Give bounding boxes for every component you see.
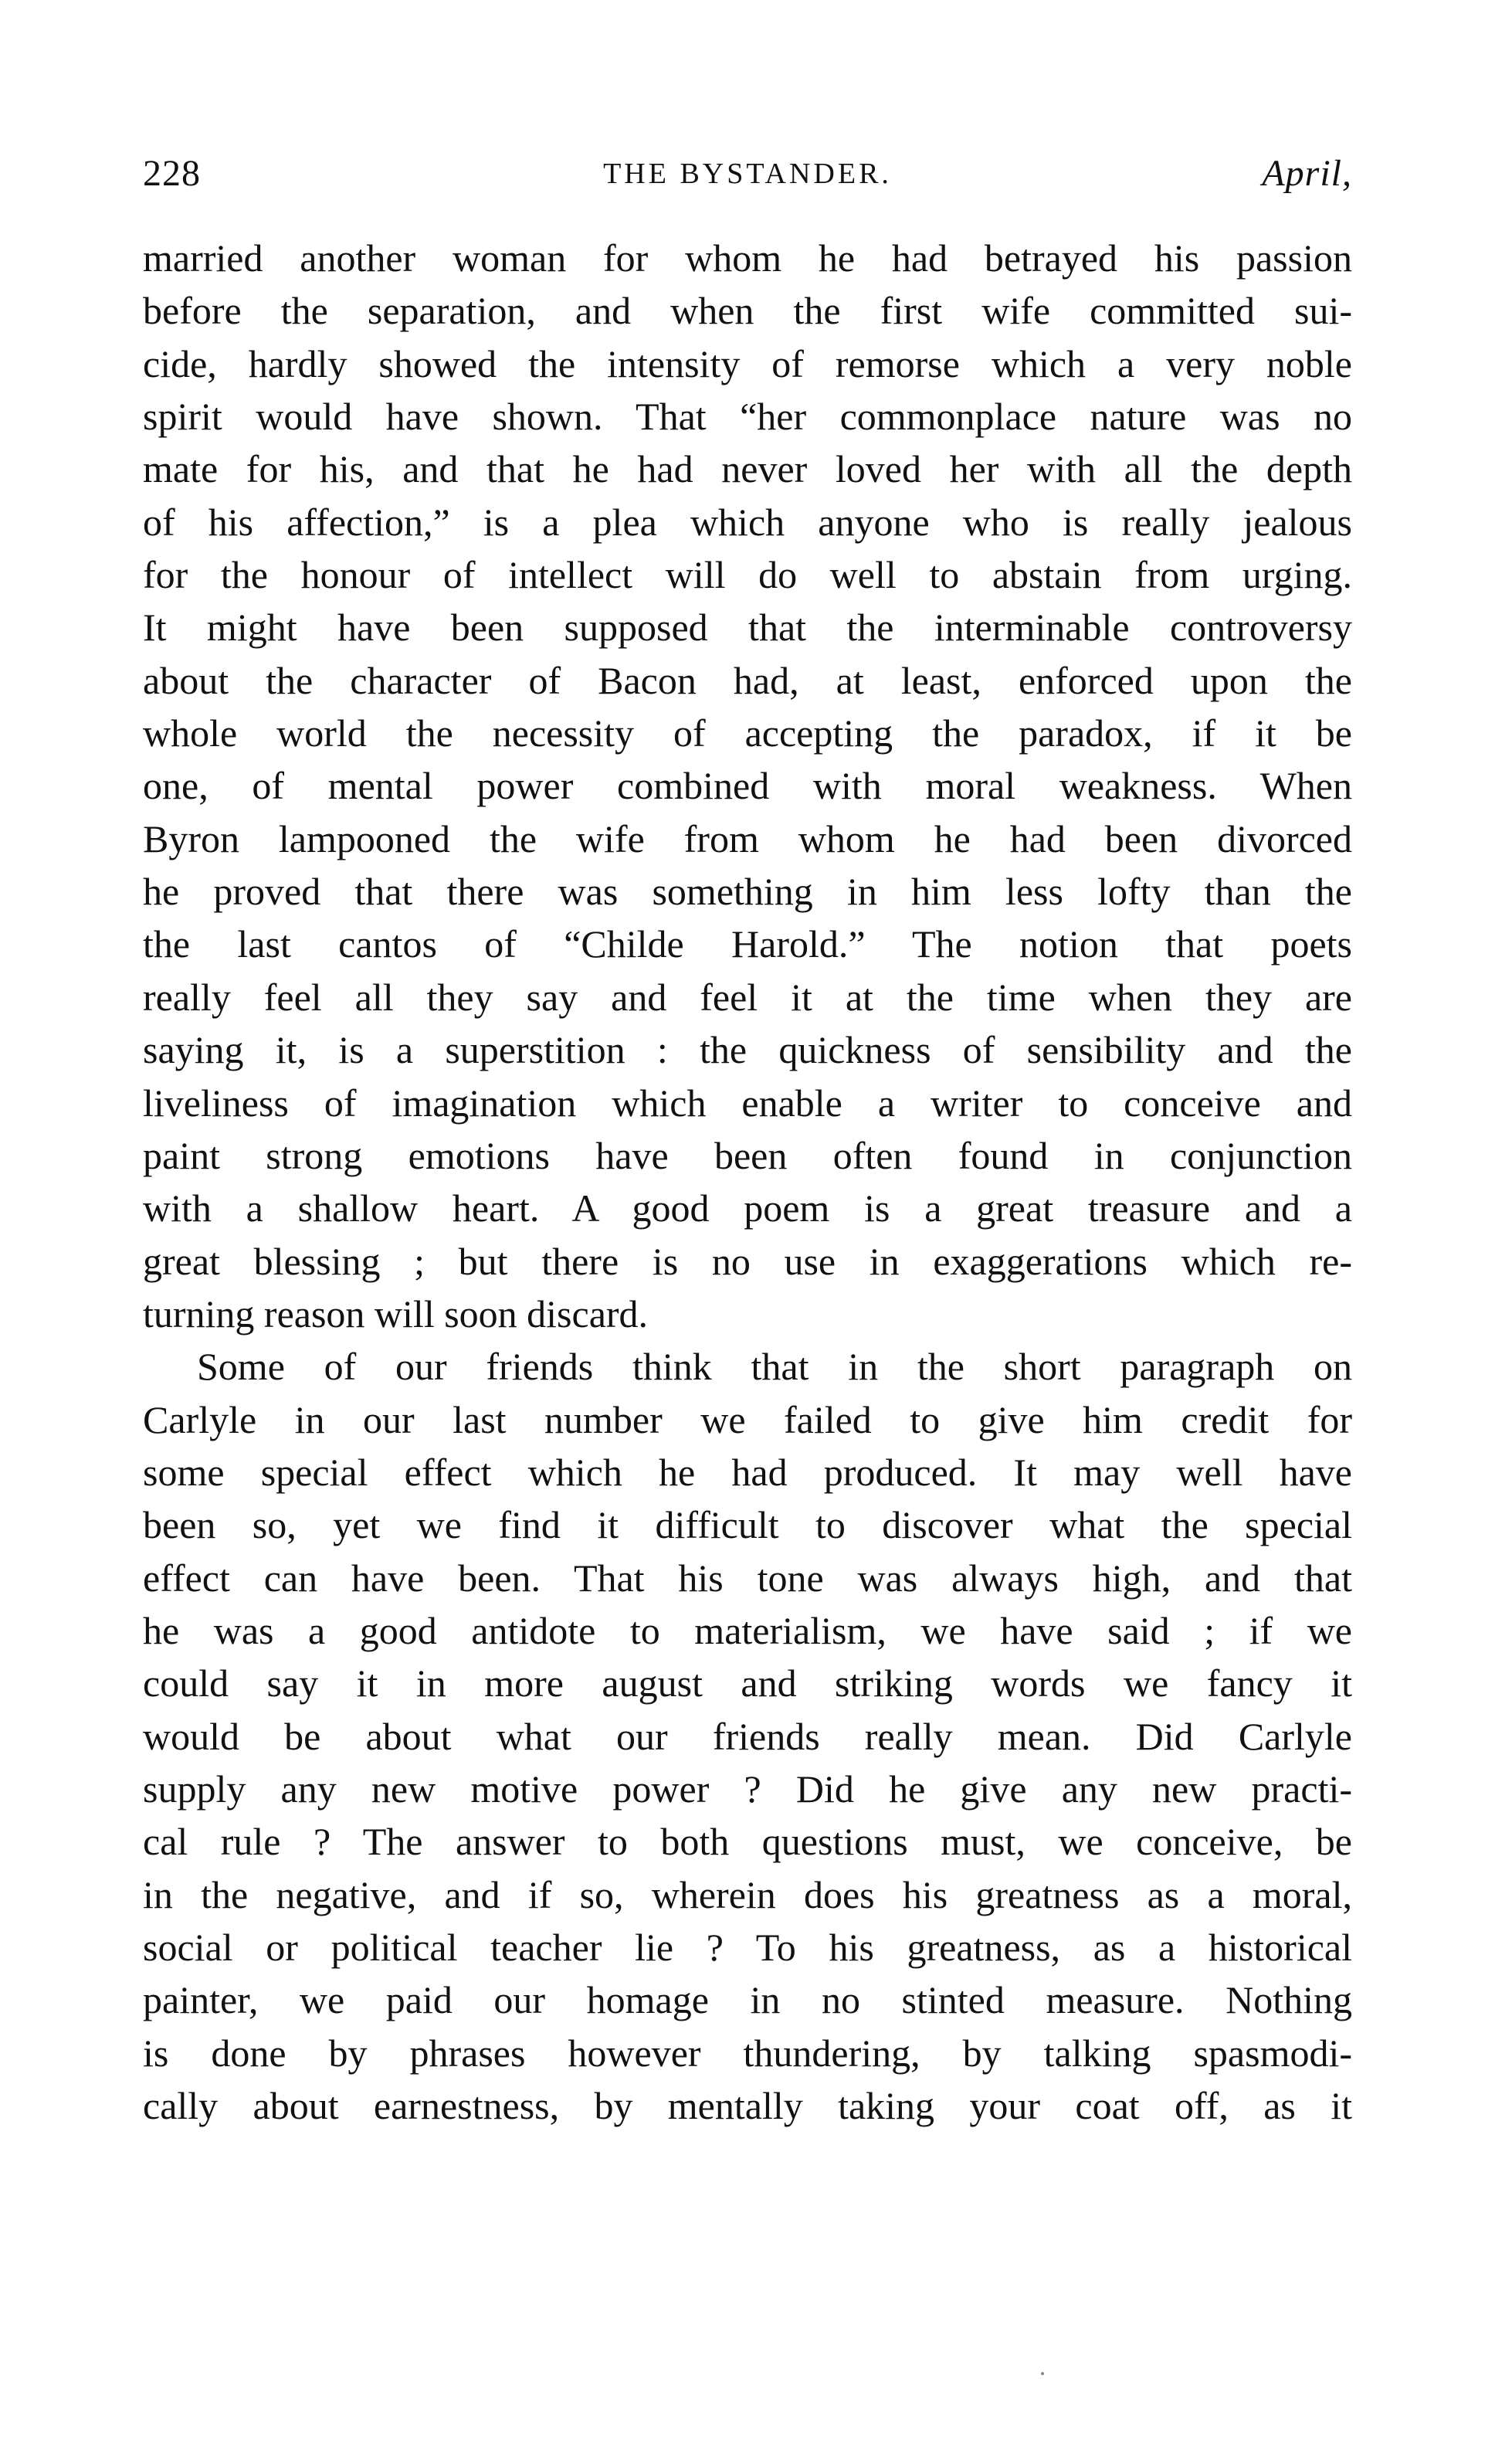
- text-line: whole world the necessity of accepting the paradox, if it be: [143, 711, 1352, 755]
- text-line: Byron lampooned the wife from whom he had been divorced: [143, 816, 1352, 860]
- text-line: some special effect which he had produced. It may well have: [143, 1450, 1352, 1494]
- text-line: cally about earnestness, by mentally taking your coat off, as it: [143, 2084, 1352, 2128]
- text-line: about the character of Bacon had, at least, enforced upon the: [143, 658, 1352, 702]
- text-line: spirit would have shown. That “her commonplace nature was no: [143, 395, 1352, 439]
- text-line: turning reason will soon discard.: [143, 1291, 649, 1336]
- text-line: paint strong emotions have been often found in conjunction: [143, 1133, 1352, 1177]
- text-line: great blessing ; but there is no use in exaggerations which re-: [143, 1239, 1352, 1283]
- text-line: could say it in more august and striking words we fancy it: [143, 1661, 1352, 1705]
- text-line: with a shallow heart. A good poem is a great treasure and a: [143, 1186, 1352, 1230]
- text-line: It might have been supposed that the interminable controversy: [143, 606, 1352, 650]
- paragraph-byron: [143, 232, 1352, 1340]
- text-line: been so, yet we find it difficult to discover what the special: [143, 1503, 1352, 1547]
- text-line: Carlyle in our last number we failed to give him credit for: [143, 1397, 1352, 1441]
- text-line: would be about what our friends really mean. Did Carlyle: [143, 1714, 1352, 1758]
- running-head: [143, 151, 1352, 197]
- text-line: effect can have been. That his tone was always high, and that: [143, 1556, 1352, 1600]
- page-number: 228: [143, 153, 201, 194]
- text-line: really feel all they say and feel it at the time when they are: [143, 975, 1352, 1019]
- text-line: he proved that there was something in him less lofty than the: [143, 870, 1352, 914]
- text-line: saying it, is a superstition : the quickness of sensibility and the: [143, 1028, 1352, 1072]
- issue-month: April,: [1262, 153, 1352, 194]
- text-line: he was a good antidote to materialism, we have said ; if we: [143, 1608, 1352, 1652]
- text-line: liveliness of imagination which enable a writer to conceive and: [143, 1081, 1352, 1125]
- text-line: before the separation, and when the first wife committed sui-: [143, 289, 1352, 333]
- paragraph-carlyle: [143, 1340, 1352, 2132]
- body-text: [143, 232, 1352, 2132]
- text-line: in the negative, and if so, wherein does his greatness as a moral,: [143, 1872, 1352, 1916]
- text-line: one, of mental power combined with moral weakness. When: [143, 764, 1352, 808]
- text-line: of his affection,” is a plea which anyone who is really jealous: [143, 500, 1352, 544]
- text-line: cal rule ? The answer to both questions must, we conceive, be: [143, 1820, 1352, 1864]
- text-line: Some of our friends think that in the short paragraph on: [197, 1345, 1352, 1389]
- paper-speck: [1041, 2372, 1044, 2375]
- text-line: married another woman for whom he had betrayed his passion: [143, 236, 1352, 280]
- text-line: for the honour of intellect will do well to abstain from urging.: [143, 553, 1352, 597]
- text-line: social or political teacher lie ? To his greatness, as a historical: [143, 1926, 1352, 1969]
- text-line: is done by phrases however thundering, by talking spasmodi-: [143, 2031, 1352, 2075]
- text-line: the last cantos of “Childe Harold.” The notion that poets: [143, 922, 1352, 966]
- text-line: painter, we paid our homage in no stinted measure. Nothing: [143, 1978, 1352, 2022]
- text-line: mate for his, and that he had never loved her with all the depth: [143, 447, 1352, 491]
- journal-title: THE BYSTANDER.: [603, 158, 892, 190]
- text-line: supply any new motive power ? Did he give any new practi-: [143, 1767, 1352, 1811]
- text-line: cide, hardly showed the intensity of remorse which a very noble: [143, 341, 1352, 385]
